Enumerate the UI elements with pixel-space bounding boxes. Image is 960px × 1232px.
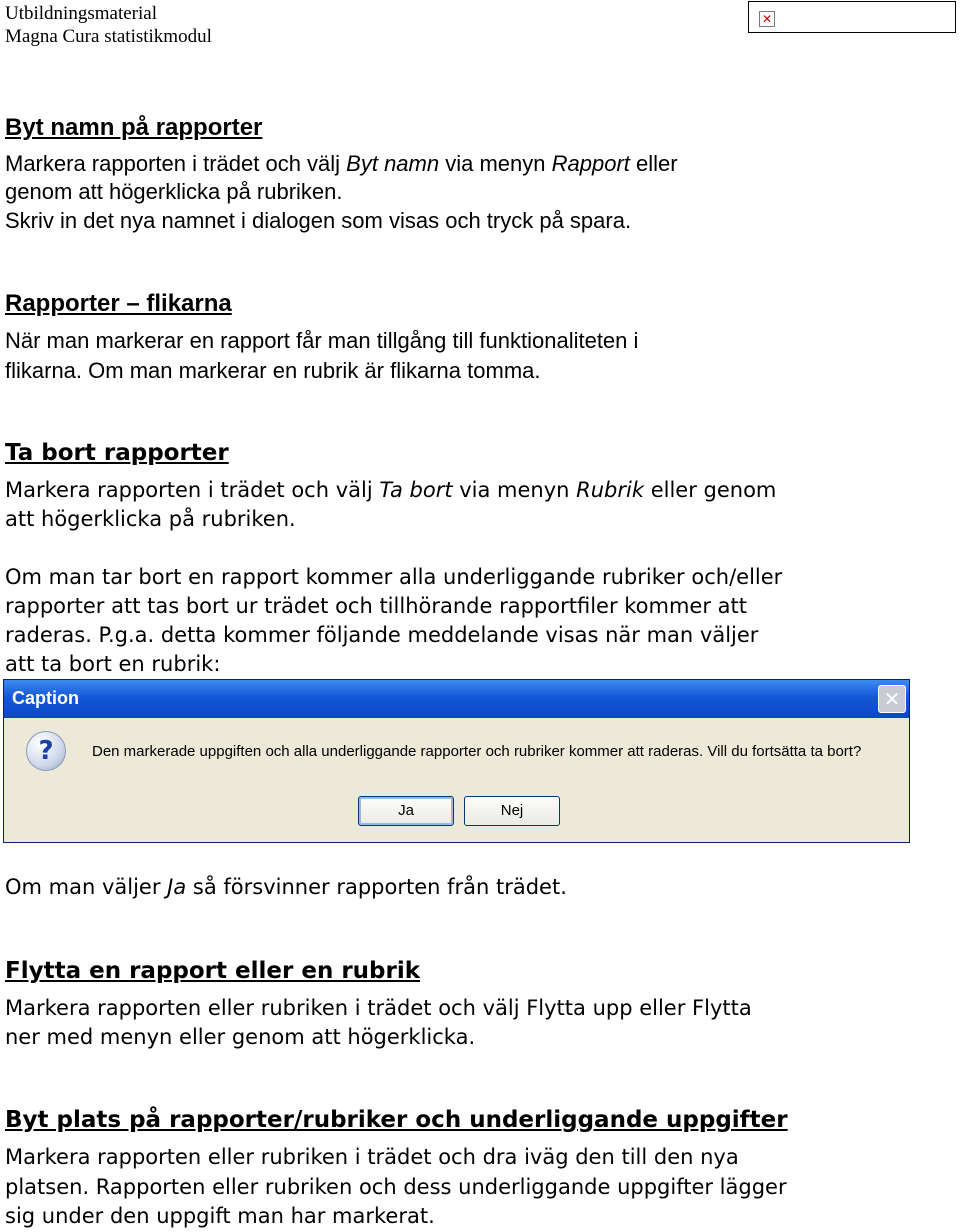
rename-line-3: Skriv in det nya namnet i dialogen som visas och tryck på spara. [5,208,632,233]
close-icon[interactable]: ✕ [878,685,906,713]
delete-para2-line-1: Om man tar bort en rapport kommer alla underliggande rubriker och/eller [5,565,783,589]
section-title-delete: Ta bort rapporter [5,440,229,466]
yes-button[interactable]: Ja [358,796,454,826]
tabs-line-2: flikarna. Om man markerar en rubrik är flikarna tomma. [5,358,541,383]
rename-line-2: genom att högerklicka på rubriken. [5,179,343,204]
delete-line-1: Markera rapporten i trädet och välj Ta bort via menyn Rubrik eller genom [5,478,777,502]
delete-after-dialog: Om man väljer Ja så försvinner rapporten från trädet. [5,875,567,899]
confirm-dialog [3,679,910,843]
delete-line-2: att högerklicka på rubriken. [5,507,296,531]
dialog-titlebar [4,680,909,718]
section-title-move: Flytta en rapport eller en rubrik [5,958,421,984]
section-title-tabs: Rapporter – flikarna [5,290,232,317]
delete-para2-line-3: raderas. P.g.a. detta kommer följande meddelande visas när man väljer [5,623,759,647]
delete-para2-line-4: att ta bort en rubrik: [5,652,221,676]
dialog-caption: Caption [12,688,79,708]
swap-line-2: platsen. Rapporten eller rubriken och dess underliggande uppgifter lägger [5,1175,787,1199]
broken-image-icon: ✕ [759,11,775,27]
swap-line-1: Markera rapporten eller rubriken i trädet och dra iväg den till den nya [5,1145,739,1169]
question-icon: ? [26,731,66,771]
move-line-1: Markera rapporten eller rubriken i trädet och välj Flytta upp eller Flytta [5,996,752,1020]
rename-line-1: Markera rapporten i trädet och välj Byt namn via menyn Rapport eller [5,151,678,176]
header-line-2: Magna Cura statistikmodul [5,26,212,47]
move-line-2: ner med menyn eller genom att högerklicka. [5,1025,476,1049]
dialog-message: Den markerade uppgiften och alla underliggande rapporter och rubriker kommer att raderas. Vill du fortsätta ta bort? [92,743,862,760]
swap-line-3: sig under den uppgift man har markerat. [5,1204,435,1228]
delete-para2-line-2: rapporter att tas bort ur trädet och tillhörande rapportfiler kommer att [5,594,747,618]
section-title-rename: Byt namn på rapporter [5,114,263,141]
no-button[interactable]: Nej [464,796,560,826]
tabs-line-1: När man markerar en rapport får man tillgång till funktionaliteten i [5,328,639,353]
header-line-1: Utbildningsmaterial [5,3,157,24]
section-title-swap: Byt plats på rapporter/rubriker och underliggande uppgifter [5,1107,788,1133]
broken-image-placeholder [748,1,956,33]
